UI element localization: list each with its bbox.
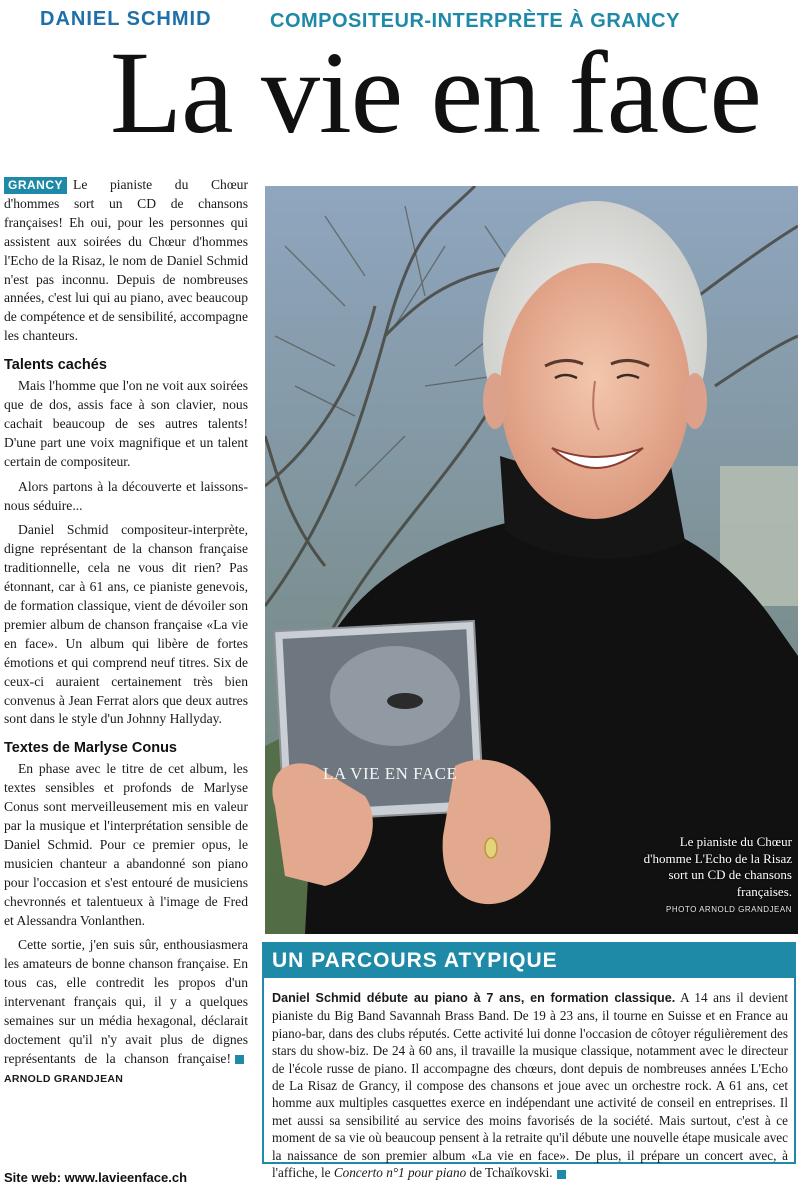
photo-credit: PHOTO ARNOLD GRANDJEAN: [666, 905, 792, 914]
box-header: [264, 944, 794, 978]
paragraph: Mais l'homme que l'on ne voit aux soirées que de dos, assis face à son clavier, nous cachait beaucoup de ses autres talents! D'une part une voix magnifique et un talent certain de compositeur.: [4, 378, 248, 469]
author-byline: ARNOLD GRANDJEAN: [4, 1072, 124, 1085]
lead-text: Le pianiste du Chœur d'hommes sort un CD de chansons françaises! Eh oui, pour les personnes qui assistent aux soirées du Chœur d'hommes l'Echo de la Risaz, le nom de Daniel Schmid n'est pas inconnu. Depuis de nombreuses années, c'est lui qui au piano, avec beaucoup de compétence et de sensibilité, accompagne les chanteurs.: [4, 177, 248, 344]
caption-text: Le pianiste du Chœur d'homme L'Echo de la Risaz sort un CD de chansons françaises.: [643, 834, 792, 899]
kicker-name: DANIEL SCHMID: [40, 8, 212, 30]
final-text: Cette sortie, j'en suis sûr, enthousiasmera les amateurs de bonne chanson française. En tous cas, elle contredit les propos d'un intervenant français qui, il y a quelques semaines sur un média hexagonal, déclarait doctement qu'il n'y avait plus de dignes représentants de la chanson française!: [4, 937, 248, 1066]
box-ending: de Tchaïkovski.: [469, 1165, 553, 1181]
box-intro: Daniel Schmid débute au piano à 7 ans, en formation classique.: [272, 991, 676, 1005]
cd-cover-title: LA VIE EN FACE: [323, 764, 458, 783]
sidebar-box: [262, 942, 796, 1181]
paragraph-final: [4, 936, 248, 1088]
paragraph: Alors partons à la découverte et laissons-nous séduire...: [4, 478, 248, 513]
section-title-talents: Talents cachés: [4, 357, 107, 374]
box-concerto: Concerto n°1 pour piano: [333, 1165, 467, 1181]
box-body: [264, 978, 794, 1181]
headline: La vie en face: [110, 27, 761, 158]
kicker-rubric: COMPOSITEUR-INTERPRÈTE À GRANCY: [270, 10, 680, 32]
portrait-photo: [265, 186, 798, 934]
paragraph: En phase avec le titre de cet album, les textes sensibles et profonds de Marlyse Conus sont merveilleusement mis en valeur par la musique et l'interprétation sensible de Daniel Schmid. Pour ce premier opus, le musicien chanteur a abandonné son piano pour l'occasion et s'est entouré de musiciens chevronnés et talentueux à l'image de Fred et Alessandra Vonlanthen.: [4, 761, 248, 928]
location-tag: GRANCY: [4, 177, 67, 194]
photo-caption: [642, 834, 792, 919]
end-mark-icon: [557, 1170, 566, 1179]
section-title-textes: Textes de Marlyse Conus: [4, 740, 177, 757]
article-column: [4, 176, 248, 1095]
paragraph: Daniel Schmid compositeur-interprète, digne représentant de la chanson française traditionnelle, cela ne vous dit rien? Pas étonnant, car à 61 ans, ce pianiste genevois, de formation classique, vient de dévoiler son premier album de chanson française «La vie en face». Un album qui libère de fortes émotions et qui comprend neuf titres. Six de ceux-ci auraient certainement très bien convenus à Jean Ferrat alors que deux autres sont dans le style d'un Johnny Hallyday.: [4, 522, 248, 727]
end-mark-icon: [235, 1055, 244, 1064]
website-link[interactable]: Site web: www.lavieenface.ch: [4, 1170, 188, 1185]
box-text: A 14 ans il devient pianiste du Big Band Savannah Brass Band. De 19 à 23 ans, il tourne en Suisse et en France au piano-bar, dans des clubs réputés. Cette activité lui donne l'occasion de côtoyer régulièrement des stars du show-biz. De 24 à 60 ans, il travaille la musique classique, notamment avec le directeur de l'école russe de piano. Il accompagne des chœurs, dont depuis de nombreuses années L'Echo de La Risaz de Grancy, il compose des chansons et joue avec un orchestre rock. A 61 ans, cet homme aux multiples casquettes exerce en indépendant une activité de conseil en entreprises. Il met aussi sa sensibilité au service des moins favorisés de la société. Mais surtout, c'est à ce moment de sa vie où beaucoup pensent à la retraite qu'il débute une nouvelle étape musicale avec la naissance de son premier album «La vie en face». De plus, il prépare un concert avec, à l'affiche, le: [272, 990, 788, 1181]
lead-paragraph: [4, 176, 248, 346]
box-title: UN PARCOURS ATYPIQUE: [272, 949, 558, 972]
